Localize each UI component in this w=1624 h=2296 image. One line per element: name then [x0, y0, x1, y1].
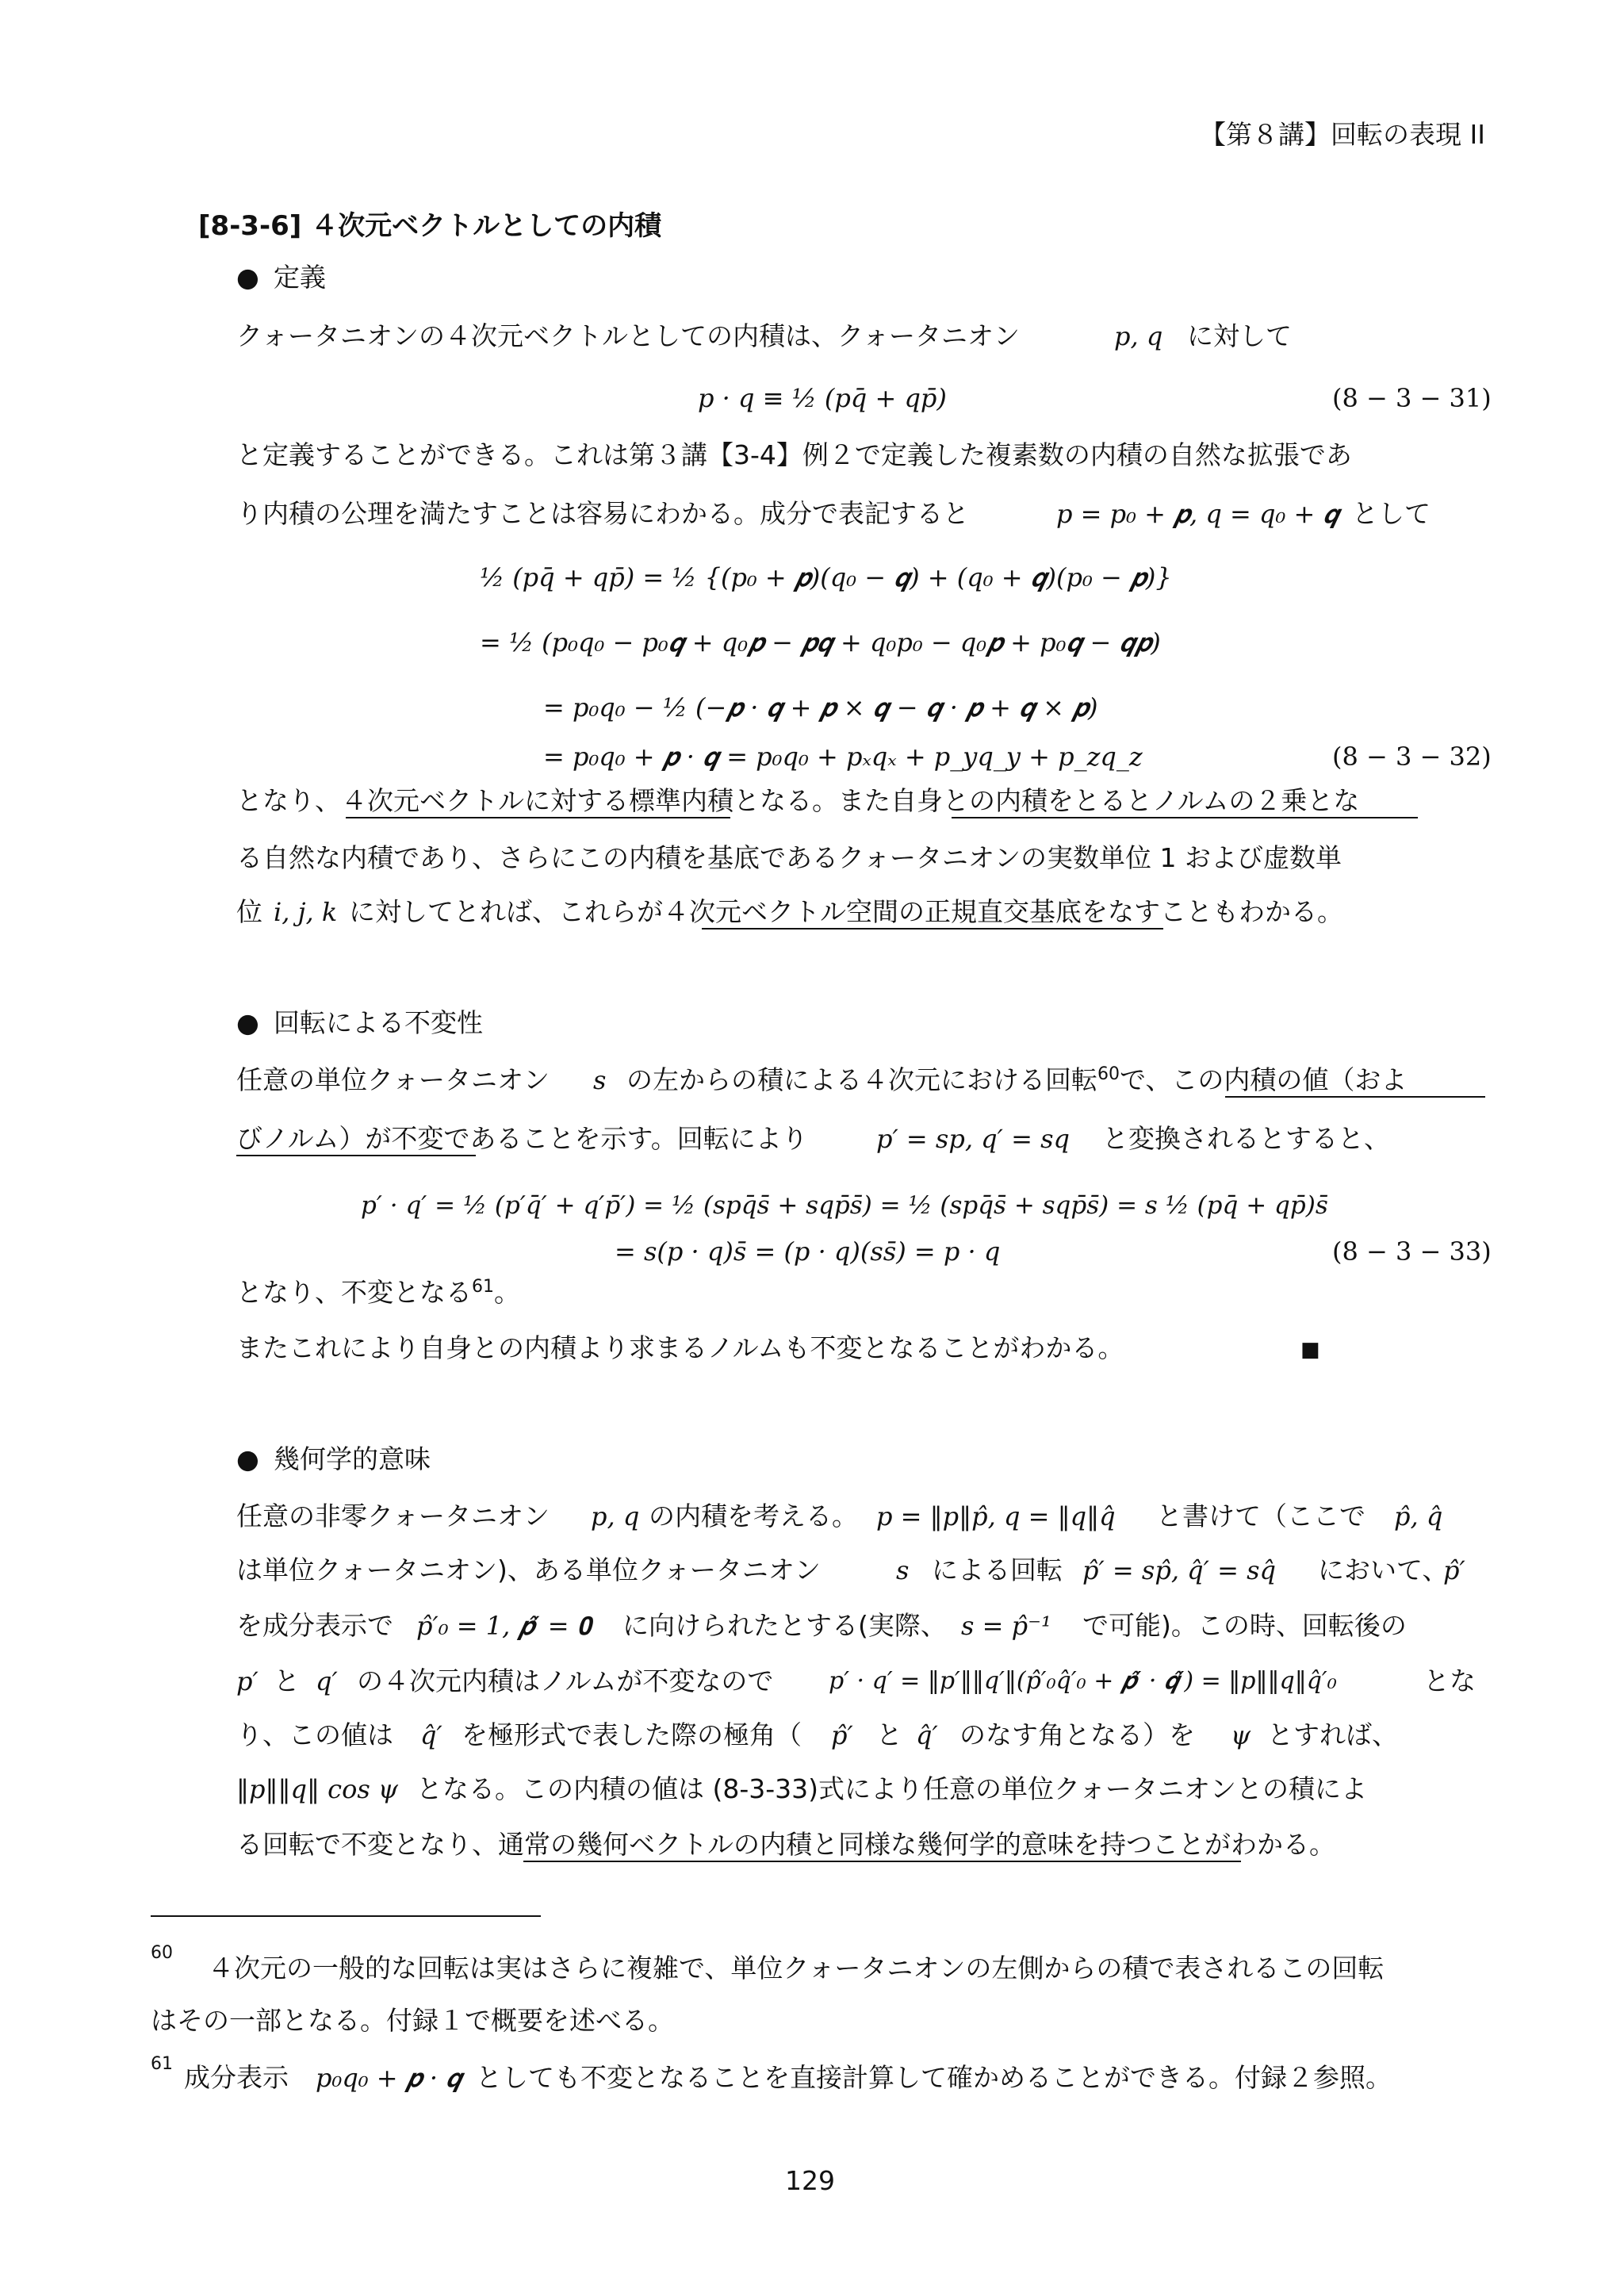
inline-math: i, j, k	[274, 897, 338, 927]
inline-math: p̂′	[1443, 1555, 1465, 1585]
paragraph-line: クォータニオンの４次元ベクトルとしての内積は、クォータニオン	[236, 320, 1021, 351]
paragraph-line	[236, 1123, 808, 1155]
paragraph-line: の内積を考える。	[649, 1501, 858, 1531]
paragraph-line: のなす角となる）を	[959, 1719, 1195, 1750]
inline-math: s = p̂⁻¹	[961, 1611, 1051, 1641]
paragraph-line: を成分表示で	[236, 1610, 393, 1641]
text-span: となる。また	[733, 785, 891, 816]
paragraph-line: り内積の公理を満たすことは容易にわかる。成分で表記すると	[236, 498, 969, 529]
equation-8-3-32-line1: ½ (pq̄ + qp̄) = ½ {(p₀ + 𝒑)(q₀ − 𝒒) + (q₀ + 𝒒)(p₀ − 𝒑)}	[480, 562, 1172, 592]
paragraph-line: とな	[1423, 1665, 1476, 1696]
paragraph-line: を極形式で表した際の極角（	[462, 1719, 802, 1750]
footnote-61-text: 成分表示	[184, 2062, 289, 2093]
footnote-61-text: としても不変となることを直接計算して確かめることができる。付録２参照。	[476, 2062, 1392, 2093]
inline-math: p̂′₀ = 1, 𝒑̂′ = 𝟎	[416, 1611, 592, 1641]
text-span: ことがわかる。	[1152, 1829, 1335, 1860]
inline-math: p = p₀ + 𝒑, q = q₀ + 𝒒	[1056, 499, 1339, 529]
underlined-phrase: 自身との内積をとるとノルムの２乗	[891, 785, 1308, 816]
inline-math: p, q	[591, 1501, 640, 1531]
footnote-separator	[151, 1915, 541, 1917]
inline-math: p = ‖p‖p̂, q = ‖q‖q̂	[876, 1501, 1116, 1531]
paragraph-line: と	[274, 1665, 300, 1696]
footnote-ref-61[interactable]: 61	[472, 1277, 494, 1297]
inline-math: p′	[236, 1666, 259, 1696]
paragraph-line: と変換されるとすると、	[1102, 1123, 1390, 1154]
page-number: 129	[785, 2165, 835, 2196]
paragraph-line: は単位クォータニオン)、ある単位クォータニオン	[236, 1554, 821, 1585]
paragraph-line: 任意の非零クォータニオン	[236, 1501, 550, 1531]
text-span: をなすこともわかる。	[1082, 896, 1343, 927]
underlined-phrase: びノルム）が不変	[236, 1123, 444, 1154]
footnote-60-line1: ４次元の一般的な回転は実はさらに複雑で、単位クォータニオンの左側からの積で表されるこの回転	[208, 1953, 1385, 1984]
equation-8-3-31: p · q ≡ ½ (pq̄ + qp̄)	[698, 383, 947, 413]
paragraph-line: またこれにより自身との内積より求まるノルムも不変となることがわかる。	[236, 1332, 1124, 1363]
paragraph-line	[236, 1277, 520, 1309]
subsection-title-definition: 定義	[274, 262, 326, 293]
inline-math: p̂′	[831, 1720, 853, 1750]
paragraph-line: と書けて（ここで	[1156, 1501, 1365, 1531]
text-span: とな	[1307, 785, 1360, 816]
paragraph-line: と	[876, 1719, 902, 1750]
bullet-icon: ●	[236, 1007, 259, 1038]
underline	[952, 817, 1418, 818]
paragraph-line	[236, 1829, 1335, 1861]
inline-math: p₀q₀ + 𝒑 · 𝒒	[316, 2063, 462, 2093]
underline	[1225, 1096, 1485, 1098]
text-span: となり、	[236, 785, 341, 816]
equation-8-3-32-line4: = p₀q₀ + 𝒑 · 𝒒 = p₀q₀ + pₓqₓ + p_yq_y + p_zq_z	[543, 742, 1143, 772]
paragraph-line: で可能)。この時、回転後の	[1082, 1610, 1407, 1641]
inline-math: ‖p‖‖q‖ cos ψ	[236, 1774, 399, 1804]
text-span: 。	[494, 1277, 520, 1308]
underlined-phrase: ４次元ベクトルに対する標準内積	[341, 785, 733, 816]
underline	[523, 1861, 1241, 1862]
paragraph-line: に対して	[1187, 320, 1292, 351]
equation-8-3-32-line3: = p₀q₀ − ½ (−𝒑 · 𝒒 + 𝒑 × 𝒒 − 𝒒 · 𝒑 + 𝒒 × 𝒑)	[543, 692, 1098, 723]
paragraph-line: 任意の単位クォータニオン	[236, 1064, 550, 1095]
bullet-icon: ●	[236, 1443, 259, 1474]
paragraph-line: の４次元内積はノルムが不変なので	[357, 1665, 774, 1696]
paragraph-line: とすれば、	[1267, 1719, 1398, 1750]
paragraph-line: り、この値は	[236, 1719, 393, 1750]
equation-number: (8 − 3 − 31)	[1332, 383, 1492, 413]
footnote-60-line2: はその一部となる。付録１で概要を述べる。	[151, 2005, 674, 2036]
paragraph-line: に向けられたとする(実際、	[622, 1610, 947, 1641]
underline	[702, 928, 1163, 930]
paragraph-line: と定義することができる。これは第３講【3-4】例２で定義した複素数の内積の自然な拡張であ	[236, 439, 1352, 470]
inline-math: q′	[316, 1666, 338, 1696]
equation-8-3-32-line2: = ½ (p₀q₀ − p₀𝒒 + q₀𝒑 − 𝒑𝒒 + q₀p₀ − q₀𝒑 + p₀𝒒 − 𝒒𝒑)	[480, 627, 1161, 657]
footnote-number-60: 60	[151, 1943, 173, 1963]
underlined-phrase: 通常の幾何ベクトルの内積と同様な幾何学的意味を持つ	[498, 1829, 1152, 1860]
underlined-phrase: この内積の値（およ	[1171, 1064, 1408, 1095]
inline-math: ψ	[1231, 1720, 1251, 1750]
running-header: 【第８講】回転の表現 II	[1200, 119, 1485, 150]
text-span: で、	[1120, 1064, 1172, 1095]
underline	[346, 817, 730, 818]
paragraph-line	[626, 1064, 1407, 1096]
underline	[236, 1155, 476, 1156]
inline-math: p̂′ = sp̂, q̂′ = sq̂	[1082, 1555, 1276, 1585]
paragraph-line: において、	[1318, 1554, 1449, 1585]
text-span: の左からの積による４次元における回転	[626, 1064, 1097, 1095]
inline-math: s	[896, 1555, 910, 1585]
paragraph-line: 位	[236, 896, 262, 927]
paragraph-line	[349, 896, 1343, 928]
inline-math: p̂, q̂	[1394, 1501, 1443, 1531]
inline-math: p, q	[1114, 321, 1163, 351]
inline-math: q̂′	[420, 1720, 442, 1750]
equation-8-3-33-line2: = s(p · q)s̄ = (p · q)(ss̄) = p · q	[615, 1236, 1001, 1267]
equation-number: (8 − 3 − 33)	[1332, 1236, 1492, 1267]
paragraph-line: による回転	[932, 1554, 1063, 1585]
paragraph-line	[236, 785, 1359, 817]
paragraph-line: として	[1352, 498, 1431, 529]
text-span: る回転で不変となり、	[236, 1829, 498, 1860]
text-span: に対してとれば、これらが	[349, 896, 663, 927]
equation-8-3-33-line1: p′ · q′ = ½ (p′q̄′ + q′p̄′) = ½ (spq̄s̄ + sqp̄s̄) = ½ (spq̄s̄ + sqp̄s̄) = s ½ (pq̄ + qp̄)s̄	[361, 1191, 1328, 1220]
underlined-phrase: ４次元ベクトル空間の正規直交基底	[663, 896, 1082, 927]
paragraph-line: となる。この内積の値は (8-3-33)式により任意の単位クォータニオンとの積によ	[416, 1773, 1368, 1804]
inline-math: s	[593, 1065, 607, 1095]
inline-math: q̂′	[916, 1720, 938, 1750]
paragraph-line: る自然な内積であり、さらにこの内積を基底であるクォータニオンの実数単位 1 および虚数単	[236, 842, 1342, 873]
subsection-title-geometric-meaning: 幾何学的意味	[274, 1443, 431, 1474]
bullet-icon: ●	[236, 262, 259, 293]
equation-number: (8 − 3 − 32)	[1332, 742, 1492, 772]
footnote-number-61: 61	[151, 2054, 173, 2074]
inline-math: p′ = sp, q′ = sq	[876, 1124, 1070, 1154]
subsection-title-invariance: 回転による不変性	[274, 1007, 483, 1038]
inline-math: p′ · q′ = ‖p′‖‖q′‖(p̂′₀q̂′₀ + 𝒑̂′ · 𝒒̂′) = ‖p‖‖q‖q̂′₀	[829, 1667, 1337, 1695]
footnote-ref-60[interactable]: 60	[1097, 1064, 1120, 1084]
qed-square-icon: ■	[1300, 1338, 1320, 1362]
text-span: となり、不変となる	[236, 1277, 472, 1308]
text-span: であることを示す。回転により	[443, 1123, 808, 1154]
section-heading: [8-3-6] ４次元ベクトルとしての内積	[198, 210, 662, 242]
